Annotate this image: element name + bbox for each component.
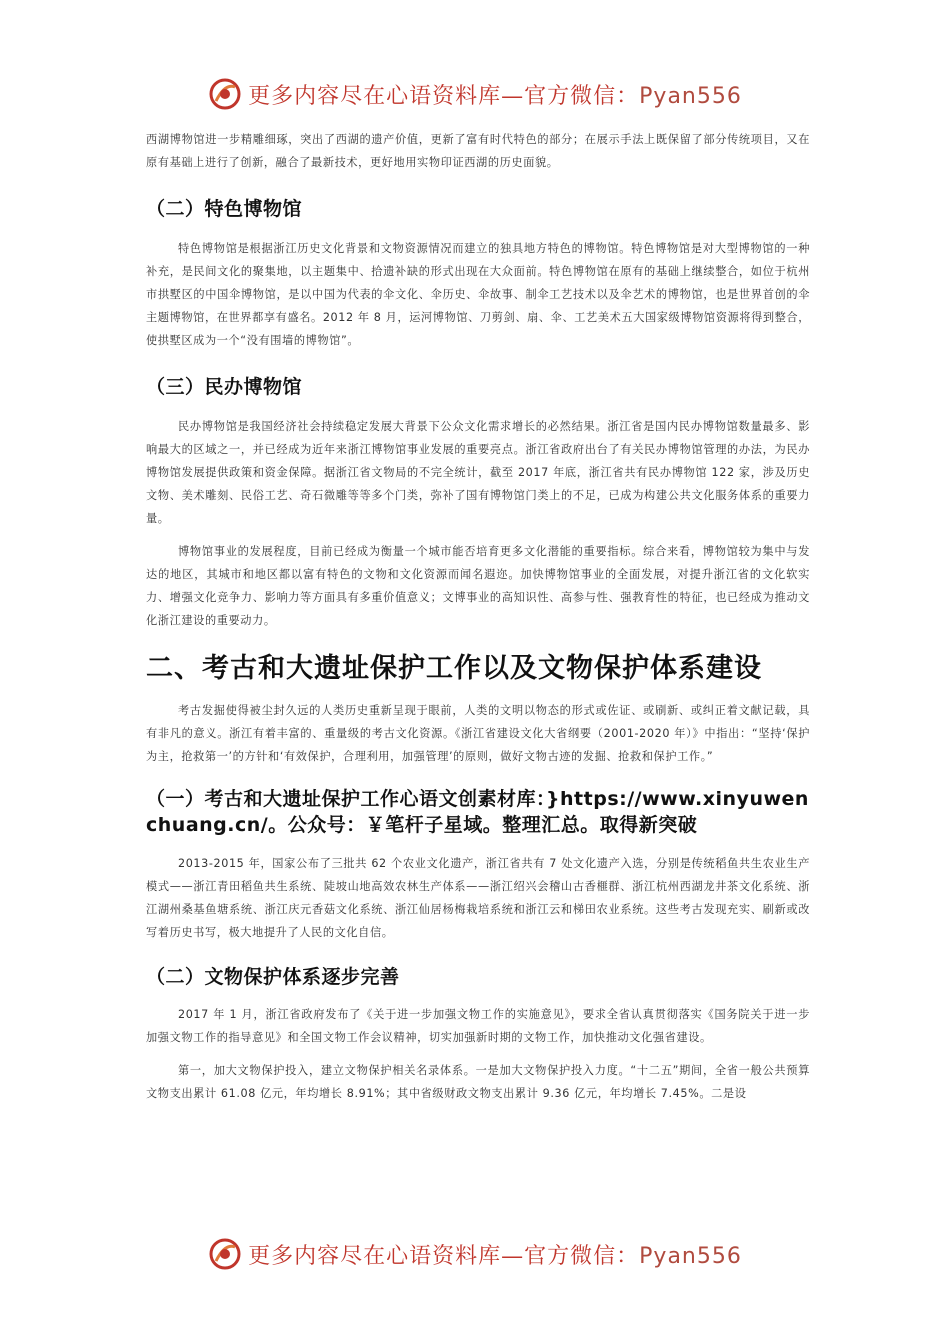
footer-banner: [0, 1232, 950, 1276]
paragraph: 西湖博物馆进一步精雕细琢，突出了西湖的遗产价值，更新了富有时代特色的部分；在展示手法上既保留了部分传统项目，又在原有基础上进行了创新，融合了最新技术，更好地用实物印证西湖的历史面貌。: [146, 133, 810, 169]
banner-separator: —: [501, 1243, 525, 1269]
banner-wechat-id: Pyan556: [639, 83, 742, 109]
paragraph: 博物馆事业的发展程度，目前已经成为衡量一个城市能否培育更多文化潜能的重要指标。综合来看，博物馆较为集中与发达的地区，其城市和地区都以富有特色的文物和文化资源而闻名遐迩。加快博物馆事业的全面发展，对提升浙江省的文化软实力、增强文化竞争力、影响力等方面具有多重价值意义；文博事业的高知识性、高参与性、强教育性的特征，也已经成为推动文化浙江建设的重要动力。: [146, 545, 810, 627]
header-banner: [0, 72, 950, 116]
section-heading: （一）考古和大遗址保护工作心语文创素材库：}https://www.xinyuwenchuang.cn/。公众号：￥笔杆子星域。整理汇总。取得新突破: [146, 788, 809, 836]
paragraph: 2017 年 1 月，浙江省政府发布了《关于进一步加强文物工作的实施意见》，要求全省认真贯彻落实《国务院关于进一步加强文物工作的指导意见》和全国文物工作会议精神，切实加强新时期的文物工作，加快推动文化强省建设。: [146, 1008, 810, 1044]
banner-wechat-label: 官方微信：: [524, 83, 640, 109]
section-heading: （三）民办博物馆: [146, 376, 303, 398]
document-body: [146, 128, 810, 1105]
section-heading: （二）文物保护体系逐步完善: [146, 966, 400, 988]
paragraph: 2013-2015 年，国家公布了三批共 62 个农业文化遗产，浙江省共有 7 处文化遗产入选，分别是传统稻鱼共生农业生产模式——浙江青田稻鱼共生系统、陡坡山地高效农林生产体系——浙江绍兴会稽山古香榧群、浙江杭州西湖龙井茶文化系统、浙江湖州桑基鱼塘系统、浙江庆元香菇文化系统、浙江仙居杨梅栽培系统和浙江云和梯田农业系统。这些考古发现充实、刷新或改写着历史书写，极大地提升了人民的文化自信。: [146, 857, 810, 939]
banner-separator: —: [501, 83, 525, 109]
logo-icon: [208, 1237, 242, 1271]
paragraph: 考古发掘使得被尘封久远的人类历史重新呈现于眼前，人类的文明以物态的形式或佐证、或刷新、或纠正着文献记载，具有非凡的意义。浙江有着丰富的、重量级的考古文化资源。《浙江省建设文化大省纲要（2001-2020 年）》中指出：“坚持‘保护为主，抢救第一’的方针和‘有效保护，合理利用，加强管理’的原则，做好文物古迹的发掘、抢救和保护工作。”: [146, 704, 810, 763]
paragraph: 民办博物馆是我国经济社会持续稳定发展大背景下公众文化需求增长的必然结果。浙江省是国内民办博物馆数量最多、影响最大的区域之一，并已经成为近年来浙江博物馆事业发展的重要亮点。浙江省政府出台了有关民办博物馆管理的办法，为民办博物馆发展提供政策和资金保障。据浙江省文物局的不完全统计，截至 2017 年底，浙江省共有民办博物馆 122 家，涉及历史文物、美术雕刻、民俗工艺、奇石微雕等等多个门类，弥补了国有博物馆门类上的不足，已成为构建公共文化服务体系的重要力量。: [146, 420, 810, 525]
paragraph: 特色博物馆是根据浙江历史文化背景和文物资源情况而建立的独具地方特色的博物馆。特色博物馆是对大型博物馆的一种补充，是民间文化的聚集地，以主题集中、拾遗补缺的形式出现在大众面前。特色博物馆在原有的基础上继续整合，如位于杭州市拱墅区的中国伞博物馆，是以中国为代表的伞文化、伞历史、伞故事、制伞工艺技术以及伞艺术的博物馆，也是世界首创的伞主题博物馆，在世界都享有盛名。2012 年 8 月，运河博物馆、刀剪剑、扇、伞、工艺美术五大国家级博物馆资源将得到整合，使拱墅区成为一个“没有围墙的博物馆”。: [146, 242, 811, 347]
banner-title: 更多内容尽在心语资料库: [248, 1243, 502, 1269]
paragraph: 第一，加大文物保护投入，建立文物保护相关名录体系。一是加大文物保护投入力度。“十二五”期间，全省一般公共预算文物支出累计 61.08 亿元，年均增长 8.91%；其中省级财政文物支出累计 9.36 亿元，年均增长 7.45%。二是设: [146, 1064, 810, 1100]
banner-wechat-label: 官方微信：: [524, 1243, 640, 1269]
logo-icon: [208, 77, 242, 111]
section-heading: （二）特色博物馆: [146, 198, 303, 220]
chapter-heading: 二、考古和大遗址保护工作以及文物保护体系建设: [146, 653, 762, 684]
banner-title: 更多内容尽在心语资料库: [248, 83, 502, 109]
banner-wechat-id: Pyan556: [639, 1243, 742, 1269]
